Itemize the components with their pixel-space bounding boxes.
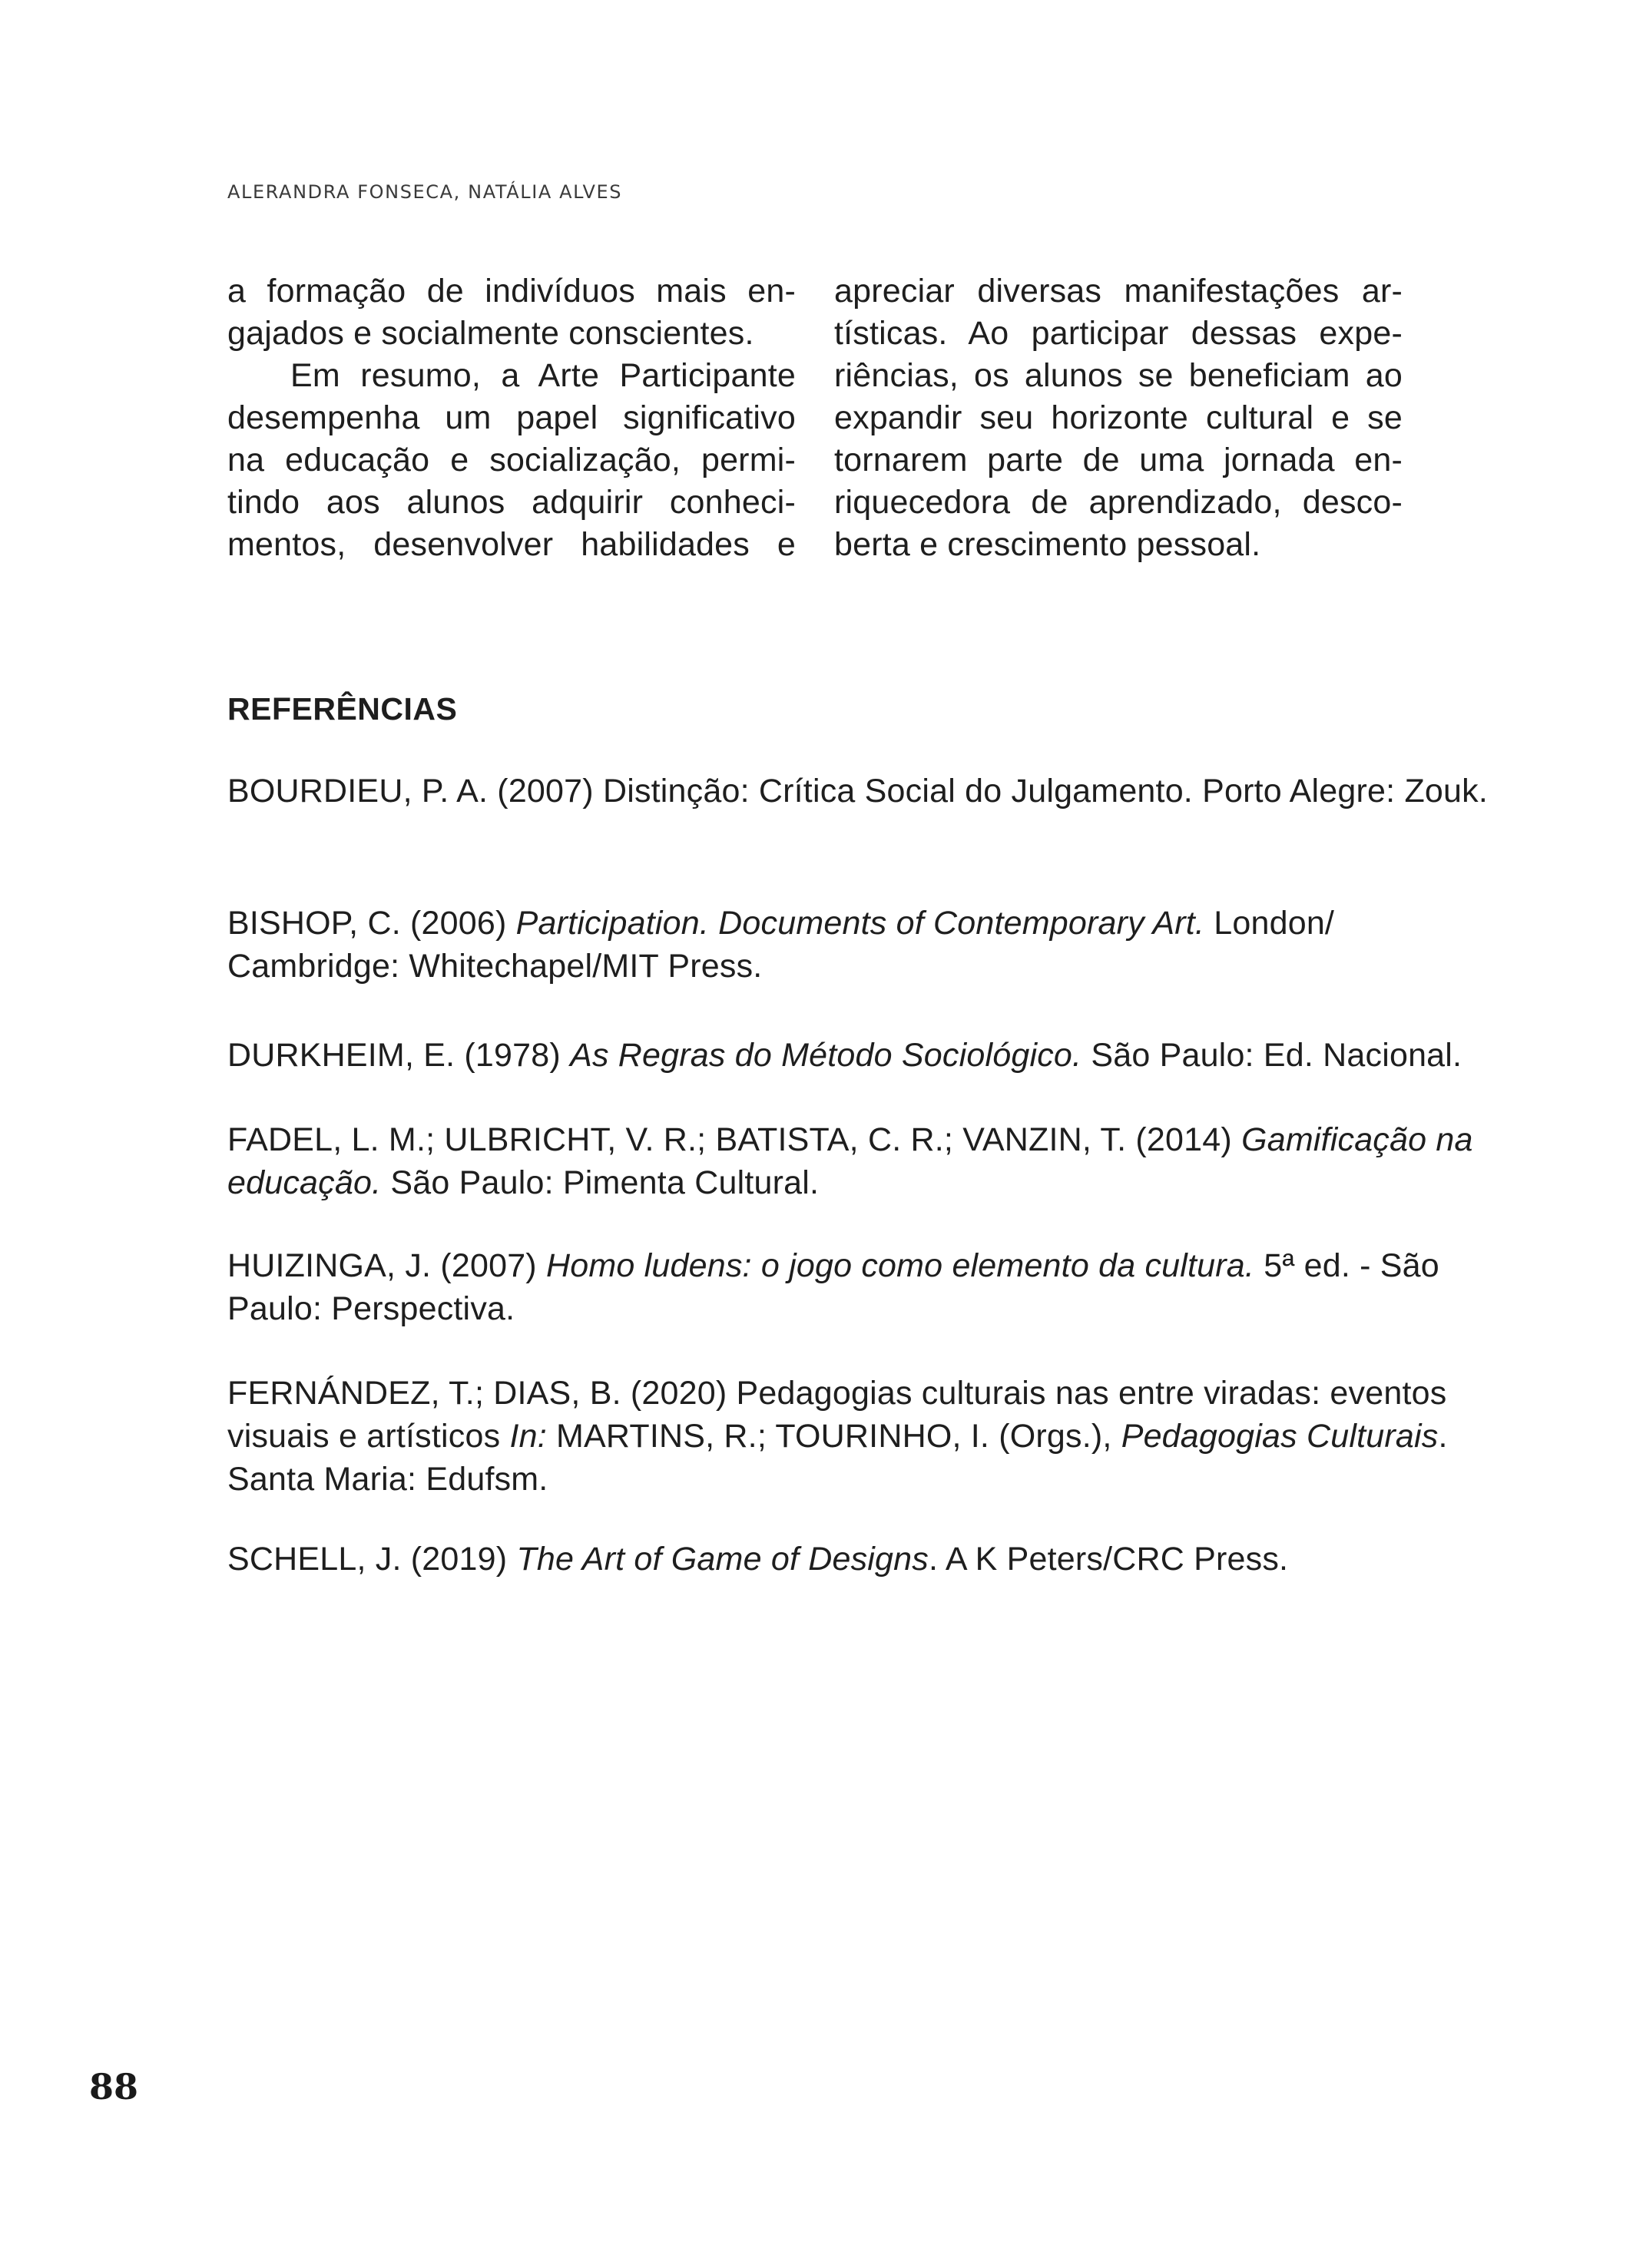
reference-entry [227, 1034, 1502, 1077]
reference-text: HUIZINGA, J. (2007) [227, 1247, 546, 1284]
references-heading: REFERÊNCIAS [227, 691, 458, 727]
reference-title: Participation. Documents of Contemporary Art. [515, 905, 1205, 942]
right-column [834, 270, 1403, 566]
text-line: apreciar diversas manifestações ar- [834, 273, 1403, 310]
reference-entry [227, 770, 1502, 813]
reference-text: MARTINS, R.; TOURINHO, I. (Orgs.), [546, 1418, 1121, 1455]
text-line: riências, os alunos se beneficiam ao [834, 357, 1403, 394]
reference-text: FADEL, L. M.; ULBRICHT, V. R.; BATISTA, C. R.; VANZIN, T. (2014) [227, 1121, 1242, 1158]
running-head: ALERANDRA FONSECA, NATÁLIA ALVES [227, 181, 623, 203]
reference-text: São Paulo: Ed. Nacional. [1081, 1037, 1462, 1074]
body-text [227, 270, 1410, 578]
text-line: tornarem parte de uma jornada en- [834, 442, 1403, 478]
page-number: 88 [89, 2066, 139, 2107]
reference-title: As Regras do Método Sociológico. [570, 1037, 1082, 1074]
reference-text: . Santa Maria: Edufsm. [227, 1418, 1457, 1498]
reference-text: BOURDIEU, P. A. (2007) Distinção: Crítica Social do Julgamento. Porto Alegre: Zouk. [227, 773, 1488, 810]
text-line: expandir seu horizonte cultural e se [834, 399, 1403, 436]
reference-entry [227, 1118, 1502, 1204]
reference-text: FERNÁNDEZ, T.; DIAS, B. (2020) Pedagogias culturais nas entre viradas: eventos visuais e artísticos [227, 1375, 1456, 1455]
reference-entry [227, 1372, 1502, 1501]
reference-text: 5ª ed. - São Paulo: Perspectiva. [227, 1247, 1449, 1327]
text-line: mentos, desenvolver habilidades e [227, 526, 796, 563]
reference-entry [227, 902, 1502, 988]
text-line: na educação e socialização, permi- [227, 442, 796, 478]
text-line: tindo aos alunos adquirir conheci- [227, 484, 796, 521]
reference-text: DURKHEIM, E. (1978) [227, 1037, 571, 1074]
reference-title: Homo ludens: o jogo como elemento da cultura. [545, 1247, 1255, 1284]
reference-entry [227, 1538, 1502, 1581]
text-line: gajados e socialmente conscientes. [227, 315, 754, 352]
reference-entry [227, 1244, 1502, 1330]
reference-text: London/ Cambridge: Whitechapel/MIT Press. [227, 905, 1344, 985]
reference-text: SCHELL, J. (2019) [227, 1541, 517, 1578]
reference-title: Gamificação na educação. [227, 1121, 1482, 1201]
text-line: riquecedora de aprendizado, desco- [834, 484, 1403, 521]
reference-title: Pedagogias Culturais [1121, 1418, 1439, 1455]
text-line: Em resumo, a Arte Participante [290, 357, 796, 394]
text-line: tísticas. Ao participar dessas expe- [834, 315, 1403, 352]
reference-title: The Art of Game of Designs [516, 1541, 929, 1578]
reference-text: . A K Peters/CRC Press. [929, 1541, 1289, 1578]
reference-in: In: [509, 1418, 547, 1455]
left-column [227, 270, 796, 566]
text-line: berta e crescimento pessoal. [834, 526, 1261, 563]
text-line: a formação de indivíduos mais en- [227, 273, 796, 310]
reference-text: São Paulo: Pimenta Cultural. [381, 1164, 820, 1201]
text-line: desempenha um papel significativo [227, 399, 796, 436]
reference-text: BISHOP, C. (2006) [227, 905, 516, 942]
